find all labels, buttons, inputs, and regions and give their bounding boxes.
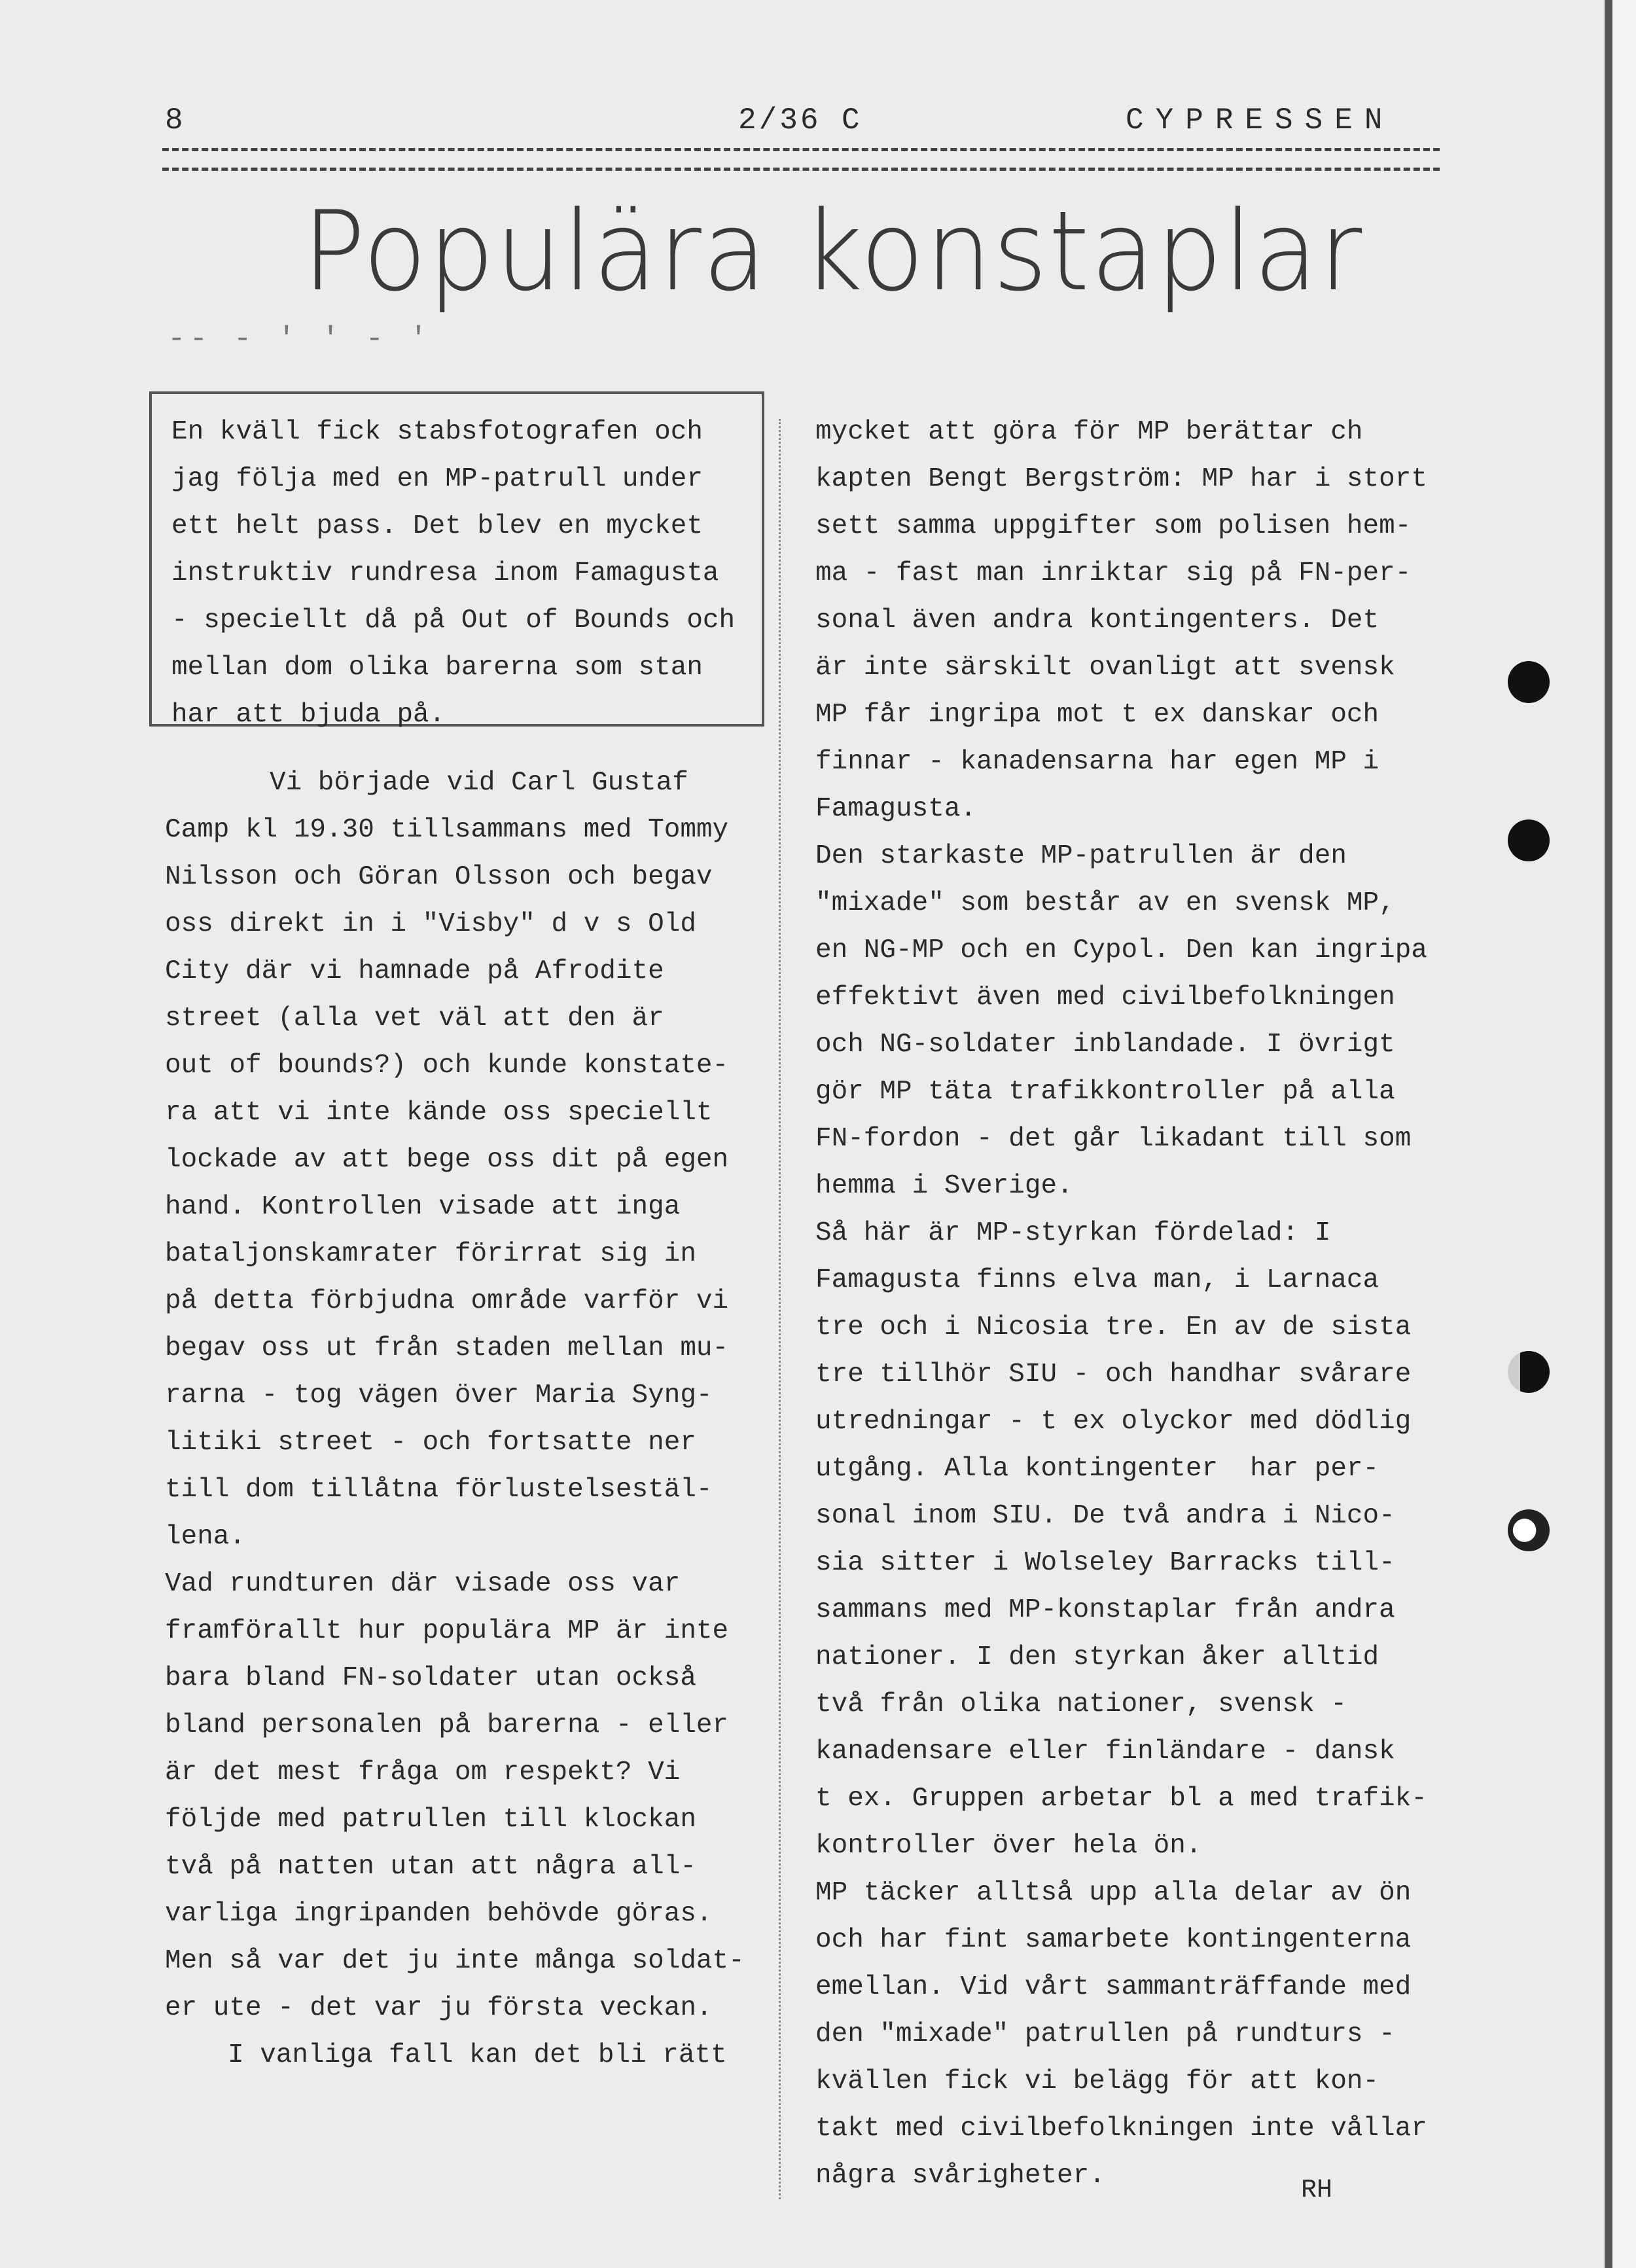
punch-hole [1508, 819, 1550, 861]
paper-name: CYPRESSEN [1126, 103, 1395, 137]
text-line: är det mest fråga om respekt? Vi [165, 1757, 681, 1788]
text-line: tre tillhör SIU - och handhar svårare [815, 1359, 1412, 1390]
text-line: hand. Kontrollen visade att inga [165, 1192, 681, 1222]
text-line: effektivt även med civilbefolkningen [815, 982, 1395, 1013]
text-line: ma - fast man inriktar sig på FN-per- [815, 558, 1412, 588]
text-line: Vi började vid Carl Gustaf [270, 768, 688, 798]
issue-number: 2/36 C [738, 103, 862, 137]
text-line: FN-fordon - det går likadant till som [815, 1124, 1412, 1154]
text-line: två från olika nationer, svensk - [815, 1689, 1347, 1719]
text-line: takt med civilbefolkningen inte vållar [815, 2114, 1427, 2144]
text-line: två på natten utan att några all- [165, 1852, 696, 1882]
right-column [815, 408, 1470, 2199]
text-line: kanadensare eller finländare - dansk [815, 1737, 1395, 1767]
intro-box [149, 391, 764, 730]
text-line: framförallt hur populära MP är inte [165, 1616, 729, 1646]
left-column [165, 759, 793, 2079]
text-line: t ex. Gruppen arbetar bl a med trafik- [815, 1784, 1427, 1814]
text-line: finnar - kanadensarna har egen MP i [815, 747, 1379, 777]
text-line: hemma i Sverige. [815, 1171, 1073, 1201]
text-line: några svårigheter. [815, 2161, 1105, 2191]
text-line: och NG-soldater inblandade. I övrigt [815, 1030, 1395, 1060]
text-line: Famagusta finns elva man, i Larnaca [815, 1265, 1379, 1295]
title-smudge: -- - ' ' - ' [168, 322, 432, 356]
text-line: sammans med MP-konstaplar från andra [815, 1595, 1395, 1625]
text-line: Men så var det ju inte många soldat- [165, 1946, 745, 1976]
text-line: och har fint samarbete kontingenterna [815, 1925, 1412, 1955]
punch-hole [1508, 1351, 1550, 1393]
intro-line: En kväll fick stabsfotografen och [171, 417, 703, 447]
text-line: följde med patrullen till klockan [165, 1805, 696, 1835]
text-line: rarna - tog vägen över Maria Syng- [165, 1380, 713, 1411]
text-line: bara bland FN-soldater utan också [165, 1663, 696, 1693]
text-line: tre och i Nicosia tre. En av de sista [815, 1312, 1412, 1342]
article-title: Populära konstaplar [302, 187, 1364, 315]
text-line: oss direkt in i "Visby" d v s Old [165, 909, 696, 939]
text-line: er ute - det var ju första veckan. [165, 1993, 713, 2023]
text-line: på detta förbjudna område varför vi [165, 1286, 729, 1316]
text-line: MP täcker alltså upp alla delar av ön [815, 1878, 1412, 1908]
text-line: nationer. I den styrkan åker alltid [815, 1642, 1379, 1672]
text-line: ra att vi inte kände oss speciellt [165, 1098, 713, 1128]
text-line: begav oss ut från staden mellan mu- [165, 1333, 729, 1363]
text-line: bland personalen på barerna - eller [165, 1710, 729, 1740]
intro-line: - speciellt då på Out of Bounds och [171, 605, 736, 636]
text-line: Den starkaste MP-patrullen är den [815, 841, 1347, 871]
text-line: är inte särskilt ovanligt att svensk [815, 653, 1395, 683]
text-line: litiki street - och fortsatte ner [165, 1428, 696, 1458]
text-line: Camp kl 19.30 tillsammans med Tommy [165, 815, 729, 845]
header-rule-bottom [162, 168, 1440, 171]
punch-hole [1508, 1509, 1550, 1551]
text-line: out of bounds?) och kunde konstate- [165, 1051, 729, 1081]
text-line: "mixade" som består av en svensk MP, [815, 888, 1395, 918]
intro-line: har att bjuda på. [171, 700, 446, 730]
text-line: sonal inom SIU. De två andra i Nico- [815, 1501, 1395, 1531]
text-line: kapten Bengt Bergström: MP har i stort [815, 464, 1427, 494]
page-number: 8 [165, 103, 186, 137]
text-line: kontroller över hela ön. [815, 1831, 1202, 1861]
page-edge [1605, 0, 1612, 2268]
scan-margin [1612, 0, 1636, 2268]
text-line: sia sitter i Wolseley Barracks till- [815, 1548, 1395, 1578]
text-line: bataljonskamrater förirrat sig in [165, 1239, 696, 1269]
text-line: I vanliga fall kan det bli rätt [228, 2040, 727, 2070]
header-rule-top [162, 148, 1440, 151]
text-line: lockade av att bege oss dit på egen [165, 1145, 729, 1175]
text-line: utgång. Alla kontingenter har per- [815, 1454, 1379, 1484]
intro-line: jag följa med en MP-patrull under [171, 464, 703, 494]
text-line: emellan. Vid vårt sammanträffande med [815, 1972, 1412, 2002]
text-line: mycket att göra för MP berättar ch [815, 417, 1363, 447]
text-line: till dom tillåtna förlustelsestäl- [165, 1475, 713, 1505]
text-line: Så här är MP-styrkan fördelad: I [815, 1218, 1331, 1248]
text-line: lena. [165, 1522, 246, 1552]
text-line: varliga ingripanden behövde göras. [165, 1899, 713, 1929]
text-line: Famagusta. [815, 794, 977, 824]
text-line: street (alla vet väl att den är [165, 1003, 664, 1034]
punch-hole [1508, 661, 1550, 703]
text-line: Vad rundturen där visade oss var [165, 1569, 681, 1599]
text-line: gör MP täta trafikkontroller på alla [815, 1077, 1395, 1107]
text-line: kvällen fick vi belägg för att kon- [815, 2066, 1379, 2097]
text-line: den "mixade" patrullen på rundturs - [815, 2019, 1395, 2049]
text-line: Nilsson och Göran Olsson och begav [165, 862, 713, 892]
intro-line: mellan dom olika barerna som stan [171, 653, 703, 683]
intro-line: instruktiv rundresa inom Famagusta [171, 558, 719, 588]
text-line: utredningar - t ex olyckor med dödlig [815, 1407, 1412, 1437]
author-signature: RH [1301, 2176, 1333, 2205]
text-line: sonal även andra kontingenters. Det [815, 605, 1379, 636]
text-line: MP får ingripa mot t ex danskar och [815, 700, 1379, 730]
intro-line: ett helt pass. Det blev en mycket [171, 511, 703, 541]
text-line: sett samma uppgifter som polisen hem- [815, 511, 1412, 541]
text-line: City där vi hamnade på Afrodite [165, 956, 664, 986]
text-line: en NG-MP och en Cypol. Den kan ingripa [815, 935, 1427, 965]
